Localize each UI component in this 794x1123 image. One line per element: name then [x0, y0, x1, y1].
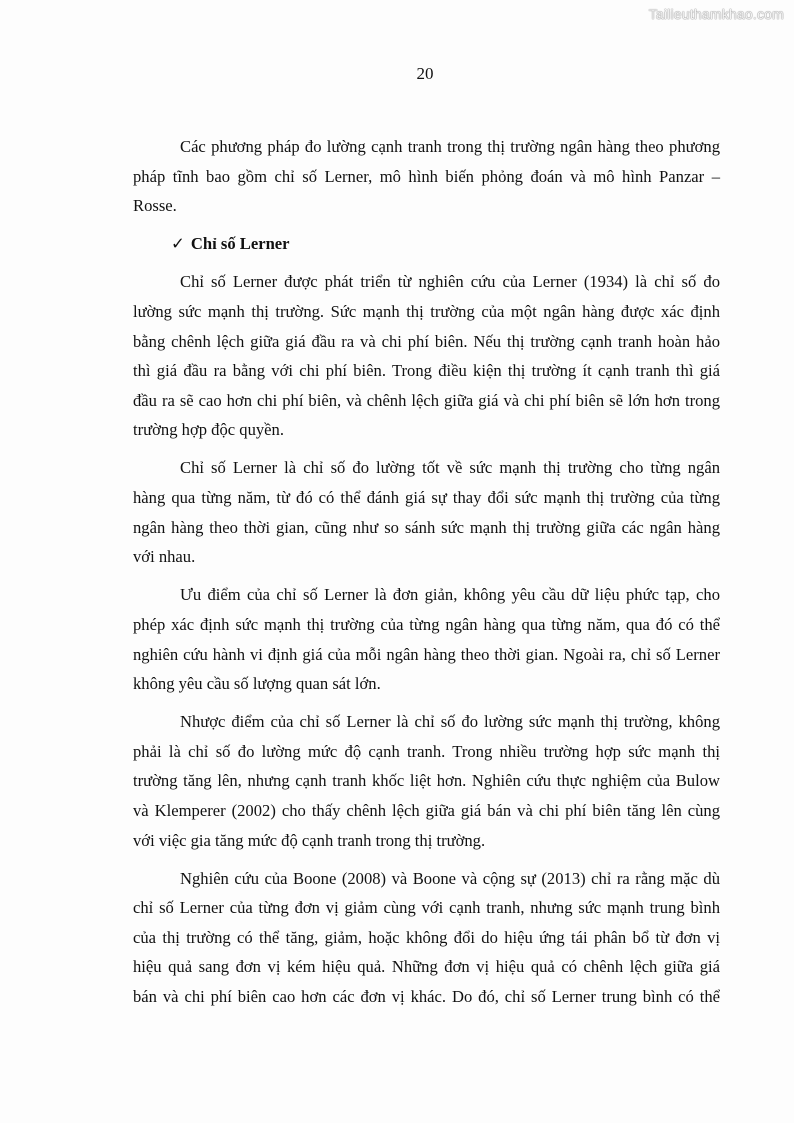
- text-line: hàng qua từng năm, từ đó có thể đánh giá sự thay đổi sức mạnh thị trường của từng: [133, 488, 720, 508]
- text-line: nghiên cứu hành vi định giá của mỗi ngân hàng theo thời gian. Ngoài ra, chỉ số Lerner: [133, 644, 720, 664]
- watermark: Tailieuthamkhao.com: [648, 6, 784, 22]
- text-line: với nhau.: [133, 547, 196, 567]
- text-line: Nghiên cứu của Boone (2008) và Boone và cộng sự (2013) chỉ ra rằng mặc dù: [180, 868, 720, 888]
- text-line: không yêu cầu số lượng quan sát lớn.: [133, 674, 381, 694]
- text-line: ngân hàng theo thời gian, cũng như so sánh sức mạnh thị trường giữa các ngân hàng: [133, 517, 720, 537]
- page-number: 20: [416, 64, 434, 83]
- text-line: bán và chi phí biên cao hơn các đơn vị khác. Do đó, chỉ số Lerner trung bình có thể: [133, 987, 720, 1007]
- text-line: Chỉ số Lerner được phát triển từ nghiên cứu của Lerner (1934) là chỉ số đo: [180, 272, 720, 292]
- document-body: [133, 132, 720, 1012]
- checkmark-icon: ✓: [171, 234, 185, 254]
- text-line: Rosse.: [133, 196, 177, 216]
- text-line: Nhược điểm của chỉ số Lerner là chỉ số đo lường sức mạnh thị trường, không: [180, 712, 720, 732]
- text-line: của thị trường có thể tăng, giảm, hoặc không đổi do hiệu ứng tái phân bổ từ đơn vị: [133, 927, 720, 947]
- text-line: và Klemperer (2002) cho thấy chênh lệch giữa giá bán và chi phí biên tăng lên cùng: [133, 800, 720, 820]
- text-line: pháp tĩnh bao gồm chỉ số Lerner, mô hình biến phỏng đoán và mô hình Panzar –: [133, 166, 720, 186]
- text-line: bằng chênh lệch giữa giá đầu ra và chi phí biên. Nếu thị trường cạnh tranh hoàn hảo: [133, 331, 720, 351]
- text-line: Các phương pháp đo lường cạnh tranh trong thị trường ngân hàng theo phương: [180, 137, 720, 156]
- text-line: với việc gia tăng mức độ cạnh tranh trong thị trường.: [133, 830, 486, 850]
- text-line: thì giá đầu ra bằng với chi phí biên. Trong điều kiện thị trường ít cạnh tranh thì giá: [133, 361, 720, 381]
- intro-paragraph: [133, 132, 720, 221]
- paragraph-definition: [133, 267, 720, 445]
- text-line: phép xác định sức mạnh thị trường của từng ngân hàng qua từng năm, qua đó có thể: [133, 614, 720, 634]
- paragraph-measure: [133, 453, 720, 571]
- text-line: đầu ra sẽ cao hơn chi phí biên, và chênh lệch giữa giá và chi phí biên sẽ lớn hơn trong: [133, 390, 720, 410]
- paragraph-disadvantages: [133, 707, 720, 855]
- section-title: Chỉ số Lerner: [190, 234, 290, 254]
- section-heading: [133, 229, 720, 259]
- text-line: chỉ số Lerner của từng đơn vị giảm cùng với cạnh tranh, nhưng sức mạnh trung bình: [133, 898, 720, 918]
- text-line: lường sức mạnh thị trường. Sức mạnh thị trường của một ngân hàng được xác định: [133, 301, 720, 321]
- text-line: trường tăng lên, nhưng cạnh tranh khốc liệt hơn. Nghiên cứu thực nghiệm của Bulow: [133, 771, 720, 791]
- text-line: Chỉ số Lerner là chỉ số đo lường tốt về sức mạnh thị trường cho từng ngân: [180, 458, 720, 478]
- text-line: trường hợp độc quyền.: [133, 420, 284, 440]
- paragraph-boone: [133, 864, 720, 1012]
- paragraph-advantages: [133, 580, 720, 698]
- text-line: phải là chỉ số đo lường mức độ cạnh tranh. Trong nhiều trường hợp sức mạnh thị: [133, 741, 720, 761]
- text-line: Ưu điểm của chỉ số Lerner là đơn giản, không yêu cầu dữ liệu phức tạp, cho: [180, 585, 720, 605]
- text-line: hiệu quả sang đơn vị kém hiệu quả. Những đơn vị hiệu quả có chênh lệch giữa giá: [133, 957, 720, 977]
